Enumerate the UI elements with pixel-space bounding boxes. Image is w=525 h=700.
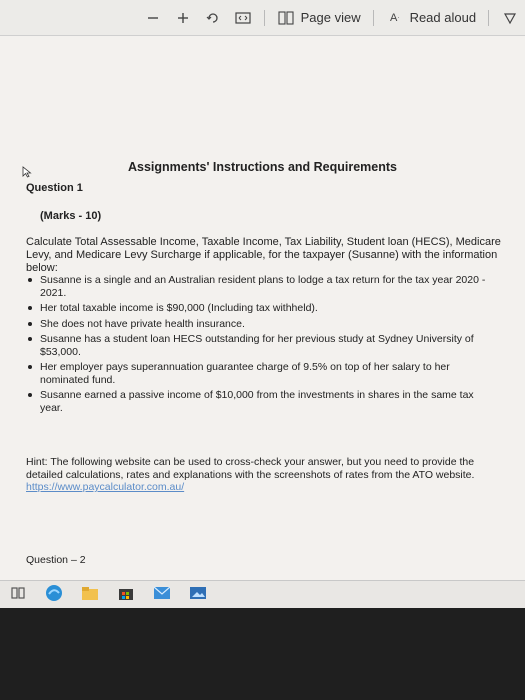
task-view-button[interactable] (4, 581, 32, 609)
list-item: She does not have private health insurance. (26, 318, 496, 331)
store-bag-icon (117, 585, 135, 606)
plus-button[interactable] (168, 0, 198, 35)
file-explorer-button[interactable] (76, 581, 104, 609)
read-aloud-label: Read aloud (409, 10, 477, 25)
draw-icon (501, 9, 519, 27)
toolbar-separator (488, 10, 489, 26)
list-item: Susanne has a student loan HECS outstanding for her previous study at Sydney University of $53,000. (26, 333, 496, 358)
list-item: Susanne earned a passive income of $10,000 from the investments in shares in the same tax year. (26, 389, 496, 414)
photos-icon (189, 585, 207, 606)
photos-button[interactable] (184, 581, 212, 609)
paycalculator-link[interactable]: https://www.paycalculator.com.au/ (26, 481, 185, 493)
fit-page-button[interactable] (228, 0, 258, 35)
page-view-button[interactable] (271, 0, 367, 35)
read-aloud-button[interactable] (380, 0, 483, 35)
mail-button[interactable] (148, 581, 176, 609)
marks-label: (Marks - 10) (40, 210, 102, 222)
rotate-button[interactable] (198, 0, 228, 35)
question1-intro: Calculate Total Assessable Income, Taxable Income, Tax Liability, Student loan (HECS), Medicare Levy, and Medicare Levy Surcharge if applicable, for the taxpayer (Susanne) with the information below: (26, 236, 501, 274)
draw-button[interactable] (495, 0, 525, 35)
question1-heading: Question 1 (26, 182, 83, 194)
list-item: Her total taxable income is $90,000 (Including tax withheld). (26, 302, 496, 315)
toolbar-separator (373, 10, 374, 26)
hint-text: Hint: The following website can be used to cross-check your answer, but you need to provide the detailed calculations, rates and explanations with the screenshots of rates from the ATO website. (26, 456, 475, 481)
page-view-icon (277, 9, 295, 27)
store-button[interactable] (112, 581, 140, 609)
fit-page-icon (234, 9, 252, 27)
rotate-icon (204, 9, 222, 27)
dark-background-area (0, 608, 525, 700)
task-view-icon (11, 586, 25, 605)
edge-browser-icon (45, 584, 63, 607)
folder-icon (81, 585, 99, 606)
question2-heading: Question – 2 (26, 554, 86, 566)
reader-toolbar (0, 0, 525, 36)
question1-facts-list (26, 274, 496, 417)
minus-button[interactable] (138, 0, 168, 35)
read-aloud-icon: A ᐧ (389, 11, 400, 24)
taskbar (0, 580, 525, 609)
hint-paragraph (26, 456, 486, 494)
list-item: Her employer pays superannuation guarantee charge of 9.5% on top of her salary to her nominated fund. (26, 361, 496, 386)
plus-icon (174, 9, 192, 27)
mail-icon (153, 586, 171, 605)
page-view-label: Page view (300, 10, 361, 25)
toolbar-separator (264, 10, 265, 26)
document-page (0, 36, 525, 580)
list-item: Susanne is a single and an Australian resident plans to lodge a tax return for the tax year 2020 - 2021. (26, 274, 496, 299)
minus-icon (144, 9, 162, 27)
document-title: Assignments' Instructions and Requirements (128, 160, 397, 174)
edge-browser-button[interactable] (40, 581, 68, 609)
